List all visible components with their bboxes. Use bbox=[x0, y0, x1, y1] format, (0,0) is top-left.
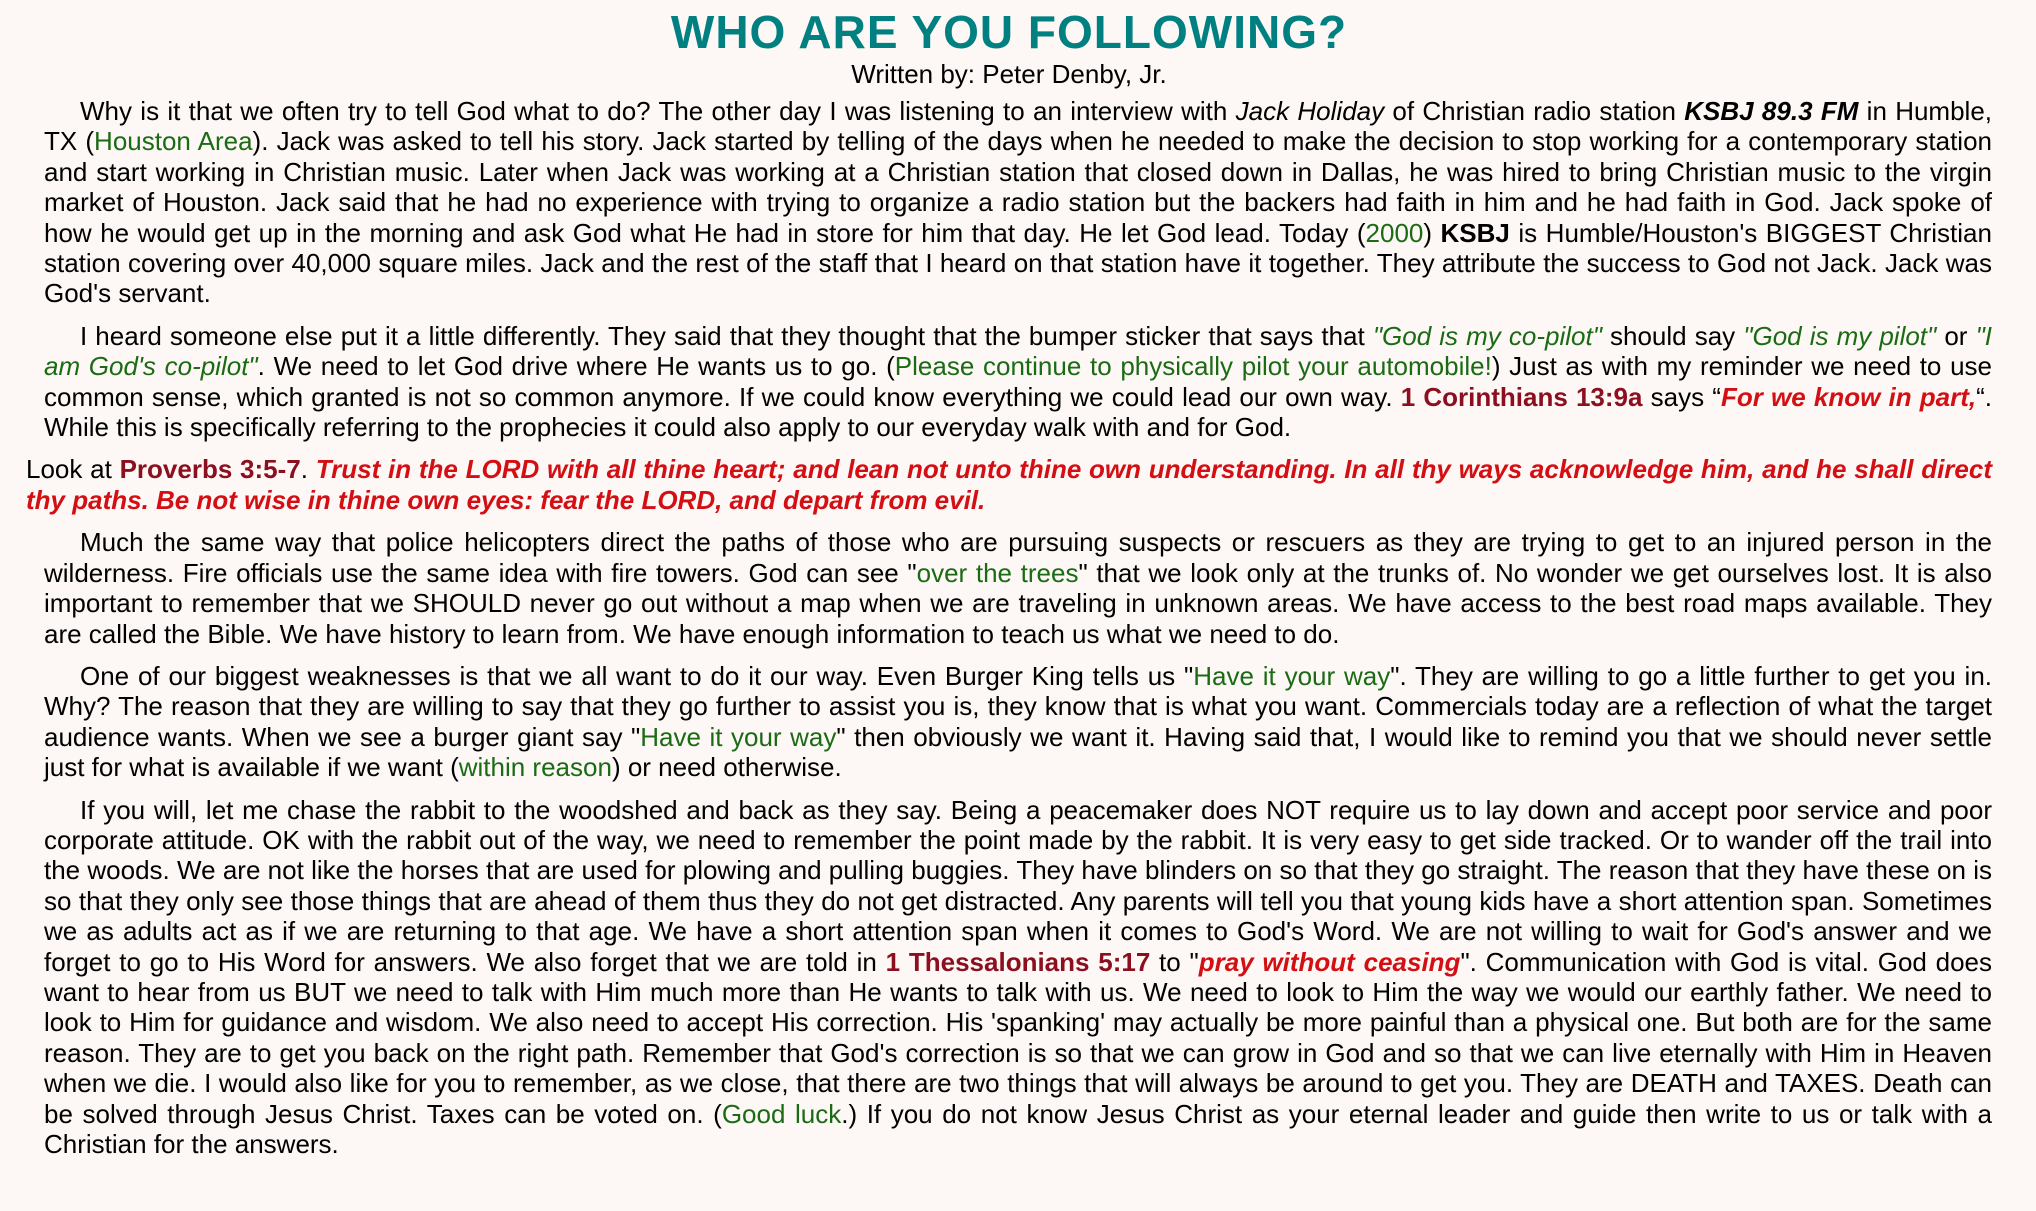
byline: Written by: Peter Denby, Jr. bbox=[851, 59, 1167, 89]
p2-text-6: says “ bbox=[1642, 381, 1721, 412]
over-the-trees: over the trees bbox=[916, 557, 1079, 588]
ksbj-fm: KSBJ 89.3 FM bbox=[1684, 96, 1859, 126]
paragraph-1 bbox=[26, 96, 1992, 309]
p2-text-3: or bbox=[1936, 320, 1976, 351]
scripture-quote-1-corinthians: For we know in part, bbox=[1720, 381, 1977, 412]
p2-text-1: I heard someone else put it a little differently. They said that they thought that the bumper sticker that says that bbox=[80, 320, 1373, 351]
paragraph-4 bbox=[26, 527, 1992, 649]
p2-text-5: ) Just as with my reminder we need to use common sense, which granted is not so common anymore. If we could know everything we could lead our own way. bbox=[44, 351, 1993, 412]
paragraph-6 bbox=[26, 795, 1992, 1160]
p6-text-3: ". Communication with God is vital. God does want to hear from us BUT we need to talk with Him much more than He wants to talk with us. We need to look to Him the way we would our earthly father. We need to look to Him for guidance and wisdom. We also need to accept His correction. His 'spanking' may actually be more painful than a physical one. But both are for the same reason. They are to get you back on the right path. Remember that God's correction is so that we can grow in God and so that we can live eternally with Him in Heaven when we die. I would also like for you to remember, as we close, that there are two things that will always be around to get you. They are DEATH and TAXES. Death can be solved through Jesus Christ. Taxes can be voted on. ( bbox=[44, 946, 1993, 1129]
scripture-quote-proverbs: Trust in the LORD with all thine heart; and lean not unto thine own understanding. In all thy ways acknowledge him, and he shall direct thy paths. Be not wise in thine own eyes: fear the LORD, and depart from evil. bbox=[26, 454, 1992, 515]
p3-text-1: Look at bbox=[26, 454, 120, 485]
paragraph-5 bbox=[26, 661, 1992, 783]
p4-text-2: " that we look only at the trunks of. No wonder we get ourselves lost. It is also important to remember that we SHOULD never go out without a map when we are traveling in unknown areas. We have access to the best road maps available. They are called the Bible. We have history to learn from. We have enough information to teach us what we need to do. bbox=[44, 557, 1992, 649]
p6-text-2: to " bbox=[1150, 946, 1199, 977]
p1-text-6: is Humble/Houston's BIGGEST Christian station covering over 40,000 square miles. Jack and the rest of the staff that I heard on that station have it together. They attribute the success to God not Jack. Jack was God's servant. bbox=[44, 217, 1992, 309]
p1-text-1: Why is it that we often try to tell God what to do? The other day I was listening to an interview with bbox=[80, 96, 1236, 126]
p2-text-2: should say bbox=[1601, 320, 1744, 351]
year-2000: 2000 bbox=[1365, 217, 1424, 248]
houston-area: Houston Area bbox=[94, 126, 253, 157]
god-is-my-copilot: "God is my co-pilot" bbox=[1372, 320, 1602, 351]
p3-text-2: . bbox=[300, 454, 316, 485]
p1-text-4: ). Jack was asked to tell his story. Jack started by telling of the days when he needed to make the decision to stop working for a contemporary station and start working in Christian music. Later when Jack was working at a Christian station that closed down in Dallas, he was hired to bring Christian music to the virgin market of Houston. Jack said that he had no experience with trying to organize a radio station but the backers had faith in him and he had faith in God. Jack spoke of how he would get up in the morning and ask God what He had in store for him that day. He let God lead. Today ( bbox=[44, 126, 1993, 248]
scripture-quote-pray: pray without ceasing bbox=[1198, 946, 1461, 977]
have-it-your-way-2: Have it your way bbox=[640, 721, 837, 752]
p5-text-3: " then obviously we want it. Having said that, I would like to remind you that we should never settle just for what is available if we want ( bbox=[44, 721, 1992, 783]
p2-text-4: . We need to let God drive where He wants us to go. ( bbox=[257, 351, 895, 382]
p1-text-2: of Christian radio station bbox=[1384, 96, 1685, 126]
p5-text-4: ) or need otherwise. bbox=[611, 752, 842, 783]
p2-text-7: “. While this is specifically referring to the prophecies it could also apply to our everyday walk with and for God. bbox=[44, 381, 1992, 443]
scripture-ref-1-thessalonians: 1 Thessalonians 5:17 bbox=[885, 946, 1151, 977]
scripture-ref-proverbs: Proverbs 3:5-7 bbox=[119, 454, 301, 485]
i-am-gods-copilot: "I am God's co-pilot" bbox=[44, 320, 1993, 382]
good-luck: Good luck bbox=[721, 1098, 842, 1129]
p1-text-3: in Humble, TX ( bbox=[44, 96, 1993, 157]
jack-holiday: Jack Holiday bbox=[1235, 96, 1385, 126]
p6-text-1: If you will, let me chase the rabbit to the woodshed and back as they say. Being a peacemaker does NOT require us to lay down and accept poor service and poor corporate attitude. OK with the rabbit out of the way, we need to remember the point made by the rabbit. It is very easy to get side tracked. Or to wander off the trail into the woods. We are not like the horses that are used for plowing and pulling buggies. They have blinders on so that they go straight. The reason that they have these on is so that they only see those things that are ahead of them thus they do not get distracted. Any parents will tell you that young kids have a short attention span. Sometimes we as adults act as if we are returning to that age. We have a short attention span when it comes to God's Word. We are not willing to wait for God's answer and we forget to go to His Word for answers. We also forget that we are told in bbox=[44, 794, 1992, 977]
scripture-ref-1-corinthians: 1 Corinthians 13:9a bbox=[1400, 381, 1643, 412]
god-is-my-pilot: "God is my pilot" bbox=[1743, 320, 1937, 351]
have-it-your-way-1: Have it your way bbox=[1193, 660, 1391, 691]
p5-text-1: One of our biggest weaknesses is that we all want to do it our way. Even Burger King tells us " bbox=[80, 660, 1194, 691]
please-continue-note: Please continue to physically pilot your automobile! bbox=[894, 351, 1492, 382]
paragraph-3 bbox=[26, 454, 1992, 515]
paragraph-2 bbox=[26, 321, 1992, 443]
p1-text-5: ) bbox=[1423, 217, 1441, 248]
p6-text-4: .) If you do not know Jesus Christ as your eternal leader and guide then write to us or talk with a Christian for the answers. bbox=[44, 1098, 1992, 1159]
page-title: WHO ARE YOU FOLLOWING? bbox=[670, 6, 1348, 58]
p5-text-2: ". They are willing to go a little further to get you in. Why? The reason that they are willing to say that they go further to assist you is, they know that is what you want. Commercials today are a reflection of what the target audience wants. When we see a burger giant say " bbox=[44, 660, 1993, 752]
p4-text-1: Much the same way that police helicopters direct the paths of those who are pursuing suspects or rescuers as they are trying to get to an injured person in the wilderness. Fire officials use the same idea with fire towers. God can see " bbox=[44, 527, 1992, 588]
ksbj: KSBJ bbox=[1440, 217, 1510, 248]
within-reason: within reason bbox=[458, 752, 612, 783]
